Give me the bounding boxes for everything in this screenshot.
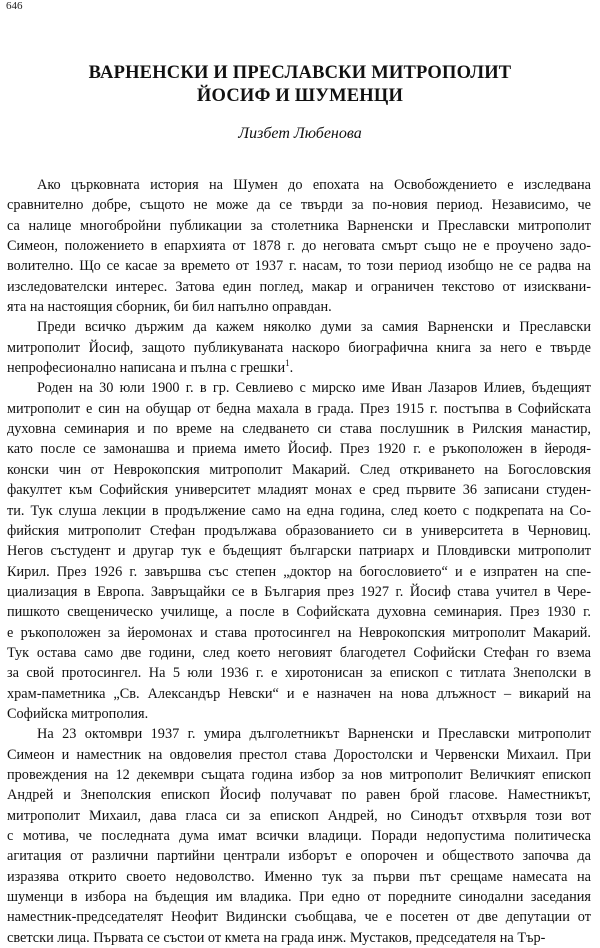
text-line: [7, 195, 591, 215]
text-line: [7, 399, 591, 419]
text-line: [7, 175, 591, 195]
line-text: светски лица. Първата се състои от кмета на града инж. Мустаков, председателя на Тър-: [7, 929, 546, 946]
text-line: [7, 317, 591, 337]
line-text: агитация от различни партийни централи изборът е опорочен и обществото започва да: [7, 848, 591, 865]
line-text: шуменци в избора на бъдещия им владика. При едно от поредните синодални заседания: [7, 889, 591, 906]
paragraph: [7, 724, 591, 948]
line-text: Роден на 30 юли 1900 г. в гр. Севлиево с мирско име Иван Лазаров Илиев, бъдещият: [37, 380, 591, 397]
article-body: [7, 175, 591, 948]
text-line: [7, 663, 591, 683]
text-line: [7, 216, 591, 236]
line-text: е ръкоположен за йеромонах и става протосингел на Неврокопския митрополит Макарий.: [7, 624, 591, 641]
text-line: [7, 236, 591, 256]
line-text: провеждения на 12 декември същата година избор за нов митрополит Величкият епископ: [7, 766, 591, 783]
line-text: изследователски интерес. Затова един поглед, макар и ограничен текстово от изисквани-: [7, 278, 591, 295]
line-text: духовна семинария и по време на следването си става послушник в Рилския манастир,: [7, 421, 591, 438]
line-text: фийския митрополит Стефан продължава образованието си в университета в Черновиц.: [7, 522, 591, 539]
line-text: факултет към Софийския университет младият монах е сред първите 36 записани студен-: [7, 482, 591, 499]
line-text: митрополит е син на обущар от бедна махала в града. През 1915 г. постъпва в Софийската: [7, 400, 591, 417]
line-text: На 23 октомври 1937 г. умира дълголетникът Варненски и Преславски митрополит: [37, 726, 591, 743]
line-text: изразява открито своето недоволство. Именно тук за първи път срещаме намесата на: [7, 868, 591, 885]
line-text: храм-паметника „Св. Александър Невски“ и е назначен на нова длъжност – викарий на: [7, 685, 591, 702]
text-line: [7, 338, 591, 358]
line-text: Кирил. През 1926 г. завършва със степен „доктор на богословието“ и е изпратен на спе-: [7, 563, 591, 580]
text-line: [7, 745, 591, 765]
line-text: с мотива, че последната дума имат всички владици. Поради недопустима политическа: [7, 828, 591, 844]
line-text: са налице многобройни публикации за столетника Варненски и Преславски митрополит: [7, 217, 591, 234]
text-line: [7, 277, 591, 297]
line-text: митрополит Михаил, дава гласа си за епископ Андрей, но Синодът отхвърля този вот: [7, 807, 591, 824]
text-line: [7, 887, 591, 907]
line-text: сравнително добре, същото не може да се твърди за по-новия период. Независимо, че: [7, 197, 591, 214]
text-line: [7, 846, 591, 866]
paragraph: [7, 317, 591, 378]
text-line: [7, 439, 591, 459]
line-text: като после се замонашва и приема името Йосиф. През 1920 г. е ръкоположен в йеродя-: [7, 441, 591, 458]
line-text: наместник-председателят Неофит Видински съобщава, че е посетен от две депутации от: [7, 909, 591, 926]
line-text: Софийска митрополия.: [7, 705, 149, 722]
text-line: [7, 460, 591, 480]
text-line: [7, 765, 591, 785]
author-name: Лизбет Любенова: [238, 125, 362, 142]
line-text: Преди всичко държим да кажем няколко думи за самия Варненски и Преславски: [37, 319, 591, 336]
text-line: [7, 684, 591, 704]
text-line: [7, 541, 591, 561]
paragraph: [7, 378, 591, 724]
line-text: ти. Тук слуша лекции в продължение само на една година, след което с подкрепата на Со-: [7, 502, 591, 519]
line-text: конски чин от Неврокопския митрополит Макарий. След откриването на Богословския: [7, 461, 591, 478]
text-line: [7, 358, 591, 378]
footnote-marker[interactable]: 1: [285, 358, 290, 369]
text-line: [7, 562, 591, 582]
text-line: [7, 256, 591, 276]
text-line: [7, 297, 591, 317]
article-title-line-1: ВАРНЕНСКИ И ПРЕСЛАВСКИ МИТРОПОЛИТ: [88, 63, 512, 83]
text-line: [7, 867, 591, 887]
text-line: [7, 623, 591, 643]
line-text: непрофесионално написана и пълна с грешки: [7, 360, 286, 377]
text-line: [7, 724, 591, 744]
line-text: циализация в Европа. Завръщайки се в България през 1927 г. Йосиф става учител в Чере-: [7, 583, 591, 600]
article-title: [0, 62, 600, 108]
line-text: Симеон и наместник на овдовелия престол става Доростолски и Червенски Михаил. При: [7, 746, 591, 763]
article-title-line-2: ЙОСИФ И ШУМЕНЦИ: [196, 86, 404, 106]
text-line: [7, 907, 591, 927]
line-text: пишкото свещеническо училище, а после в Софийската духовна семинария. През 1930 г.: [7, 604, 591, 621]
text-line: [7, 826, 591, 846]
line-text: Негов състудент и другар тук е бъдещият български патриарх и Пловдивски митрополит: [7, 543, 591, 560]
text-line: [7, 785, 591, 805]
line-text: Симеон, положението в епархията от 1878 г. до неговата смърт също не е проучено задо-: [7, 238, 591, 255]
page-number: 646: [6, 0, 23, 12]
text-line: [7, 643, 591, 663]
line-text: волително. Що се касае за времето от 1937 г. насам, то този период изобщо не се радва на: [7, 258, 591, 275]
text-line: [7, 704, 591, 724]
line-text: митрополит Йосиф, защото публикуваната наскоро биографична книга за него е твърде: [7, 339, 591, 356]
line-text: за свой протосингел. На 5 юли 1936 г. е хиротонисан за епископ с титлата Знеполски в: [7, 665, 591, 682]
line-text: Андрей и Знеполския епископ Йосиф получават по равен брой гласове. Наместникът,: [7, 787, 591, 804]
text-line: [7, 928, 591, 948]
text-line: [7, 501, 591, 521]
text-line: [7, 419, 591, 439]
text-line: [7, 480, 591, 500]
sentence-end: .: [289, 360, 294, 377]
text-line: [7, 378, 591, 398]
text-line: [7, 521, 591, 541]
paragraph: [7, 175, 591, 317]
text-line: [7, 582, 591, 602]
line-text: ята на настоящия сборник, би бил напълно оправдан.: [7, 299, 332, 316]
text-line: [7, 602, 591, 622]
line-text: Тук остава само две години, след което неговият благодетел Софийски Стефан го взема: [7, 644, 591, 661]
line-text: Ако църковната история на Шумен до епохата на Освобождението е изследвана: [37, 177, 591, 193]
text-line: [7, 806, 591, 826]
